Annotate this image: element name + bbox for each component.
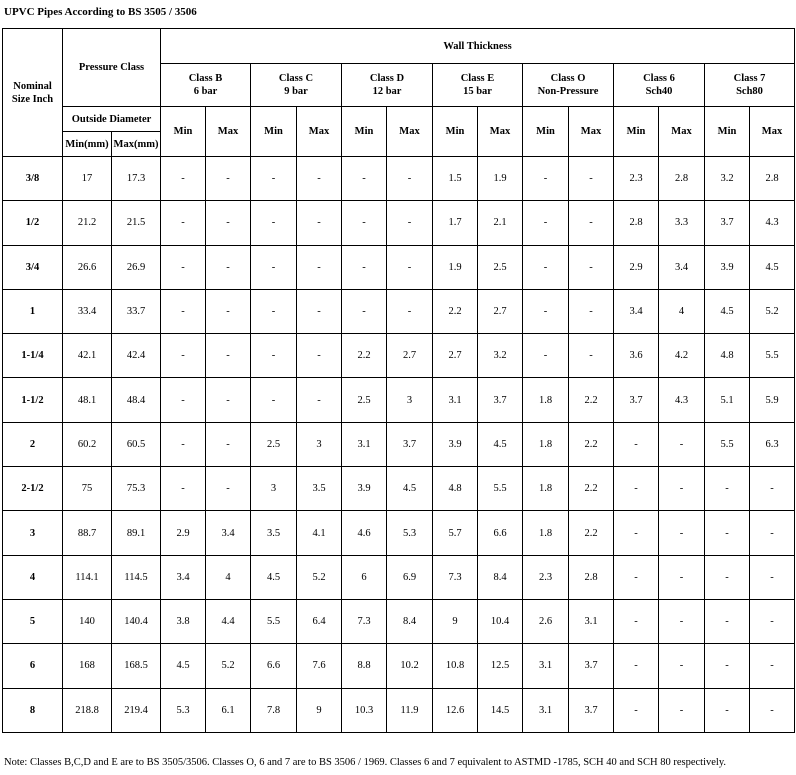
table-cell: 11.9 — [387, 688, 433, 732]
nominal-size-cell: 1 — [3, 289, 63, 333]
table-cell: 2.2 — [569, 511, 614, 555]
table-cell: - — [161, 334, 206, 378]
table-cell: 3.6 — [614, 334, 659, 378]
nominal-size-cell: 4 — [3, 555, 63, 599]
table-cell: 3.1 — [523, 688, 569, 732]
table-cell: 5.5 — [251, 599, 297, 643]
table-cell: 4.5 — [750, 245, 795, 289]
table-cell: - — [523, 201, 569, 245]
min-header: Min — [342, 107, 387, 157]
table-cell: 3.4 — [614, 289, 659, 333]
wall-thickness-header: Wall Thickness — [161, 29, 795, 64]
min-header: Min — [705, 107, 750, 157]
table-cell: 5.5 — [478, 467, 523, 511]
min-header: Min — [251, 107, 297, 157]
table-cell: 3 — [251, 467, 297, 511]
table-cell: 3 — [387, 378, 433, 422]
table-cell: 6.3 — [750, 422, 795, 466]
table-cell: - — [251, 334, 297, 378]
table-cell: 6 — [342, 555, 387, 599]
max-header: Max — [750, 107, 795, 157]
table-cell: 168 — [63, 644, 112, 688]
table-cell: 7.3 — [433, 555, 478, 599]
table-cell: 3.4 — [206, 511, 251, 555]
table-cell: - — [750, 599, 795, 643]
table-cell: 4.6 — [342, 511, 387, 555]
table-cell: 17 — [63, 157, 112, 201]
table-cell: 1.9 — [478, 157, 523, 201]
table-cell: 5.2 — [206, 644, 251, 688]
max-header: Max — [478, 107, 523, 157]
table-cell: 4.1 — [297, 511, 342, 555]
table-cell: 1.7 — [433, 201, 478, 245]
table-cell: 3.1 — [569, 599, 614, 643]
table-cell: 2.7 — [433, 334, 478, 378]
table-cell: 6.6 — [251, 644, 297, 688]
table-cell: 2.9 — [161, 511, 206, 555]
table-cell: 75.3 — [112, 467, 161, 511]
table-cell: 2.2 — [569, 422, 614, 466]
table-cell: - — [206, 245, 251, 289]
table-row — [3, 599, 795, 643]
table-cell: 140.4 — [112, 599, 161, 643]
table-cell: 4.5 — [387, 467, 433, 511]
table-cell: - — [297, 201, 342, 245]
table-cell: - — [161, 378, 206, 422]
table-cell: - — [342, 201, 387, 245]
table-cell: 3.7 — [614, 378, 659, 422]
table-cell: 5.2 — [750, 289, 795, 333]
table-cell: - — [161, 201, 206, 245]
table-cell: 4.5 — [161, 644, 206, 688]
table-cell: 7.8 — [251, 688, 297, 732]
nominal-size-cell: 1-1/4 — [3, 334, 63, 378]
max-header: Max — [569, 107, 614, 157]
class-o-header: Class O Non-Pressure — [523, 64, 614, 107]
table-cell: 219.4 — [112, 688, 161, 732]
table-cell: - — [161, 245, 206, 289]
table-cell: - — [659, 644, 705, 688]
table-cell: 1.8 — [523, 467, 569, 511]
max-header: Max — [387, 107, 433, 157]
table-cell: 9 — [433, 599, 478, 643]
table-cell: 3.5 — [251, 511, 297, 555]
footnote: Note: Classes B,C,D and E are to BS 3505/3506. Classes O, 6 and 7 are to BS 3506 / 1969. Classes 6 and 7 equivalent to ASTMD -1785, SCH 40 and SCH 80 respectively. — [4, 757, 727, 768]
min-header: Min — [161, 107, 206, 157]
table-cell: - — [659, 599, 705, 643]
table-cell: - — [750, 511, 795, 555]
table-cell: 3.9 — [433, 422, 478, 466]
table-cell: 5.5 — [705, 422, 750, 466]
nominal-size-cell: 1/2 — [3, 201, 63, 245]
table-cell: 5.3 — [387, 511, 433, 555]
table-cell: - — [342, 245, 387, 289]
table-cell: 10.8 — [433, 644, 478, 688]
table-cell: 2.8 — [659, 157, 705, 201]
table-cell: 2.3 — [523, 555, 569, 599]
table-cell: - — [523, 245, 569, 289]
table-row — [3, 422, 795, 466]
table-cell: 2.5 — [478, 245, 523, 289]
table-cell: 33.7 — [112, 289, 161, 333]
table-cell: 2.2 — [569, 378, 614, 422]
table-cell: 3.7 — [387, 422, 433, 466]
table-cell: - — [297, 289, 342, 333]
table-cell: 3.4 — [161, 555, 206, 599]
table-cell: - — [251, 245, 297, 289]
table-cell: - — [750, 467, 795, 511]
table-row — [3, 511, 795, 555]
table-cell: 3.8 — [161, 599, 206, 643]
table-cell: - — [750, 555, 795, 599]
table-cell: 48.1 — [63, 378, 112, 422]
table-cell: - — [387, 289, 433, 333]
table-cell: - — [297, 245, 342, 289]
table-cell: 114.5 — [112, 555, 161, 599]
table-cell: 6.4 — [297, 599, 342, 643]
table-cell: - — [705, 467, 750, 511]
nominal-size-cell: 3/8 — [3, 157, 63, 201]
min-header: Min — [433, 107, 478, 157]
table-cell: 1.8 — [523, 422, 569, 466]
table-cell: 3.7 — [478, 378, 523, 422]
table-cell: 4.3 — [750, 201, 795, 245]
table-cell: 10.4 — [478, 599, 523, 643]
table-row — [3, 644, 795, 688]
table-cell: - — [206, 334, 251, 378]
table-cell: 48.4 — [112, 378, 161, 422]
max-header: Max — [659, 107, 705, 157]
table-cell: 2.6 — [523, 599, 569, 643]
table-cell: 89.1 — [112, 511, 161, 555]
table-cell: 3.2 — [478, 334, 523, 378]
table-cell: - — [523, 289, 569, 333]
table-cell: 140 — [63, 599, 112, 643]
table-cell: 2.2 — [433, 289, 478, 333]
table-cell: - — [387, 201, 433, 245]
nominal-size-cell: 8 — [3, 688, 63, 732]
table-cell: 114.1 — [63, 555, 112, 599]
nominal-size-cell: 3/4 — [3, 245, 63, 289]
table-cell: 1.8 — [523, 378, 569, 422]
table-cell: - — [750, 644, 795, 688]
table-cell: 3.9 — [342, 467, 387, 511]
min-header: Min — [523, 107, 569, 157]
table-cell: - — [569, 201, 614, 245]
table-cell: 5.1 — [705, 378, 750, 422]
table-cell: 3.3 — [659, 201, 705, 245]
table-cell: - — [659, 422, 705, 466]
table-cell: 3.1 — [523, 644, 569, 688]
table-cell: 4.8 — [705, 334, 750, 378]
table-cell: - — [387, 157, 433, 201]
table-cell: 2.7 — [478, 289, 523, 333]
table-cell: 5.7 — [433, 511, 478, 555]
document-title: UPVC Pipes According to BS 3505 / 3506 — [4, 6, 197, 18]
nominal-size-cell: 2-1/2 — [3, 467, 63, 511]
table-cell: 9 — [297, 688, 342, 732]
table-cell: 2.7 — [387, 334, 433, 378]
table-cell: - — [659, 467, 705, 511]
table-cell: - — [659, 511, 705, 555]
table-cell: - — [161, 467, 206, 511]
table-cell: 6.9 — [387, 555, 433, 599]
table-cell: - — [161, 422, 206, 466]
table-row — [3, 157, 795, 201]
table-cell: 88.7 — [63, 511, 112, 555]
table-cell: - — [705, 555, 750, 599]
table-cell: - — [342, 157, 387, 201]
table-cell: - — [569, 157, 614, 201]
nominal-size-cell: 2 — [3, 422, 63, 466]
table-cell: - — [614, 467, 659, 511]
table-cell: - — [659, 555, 705, 599]
od-max-header: Max(mm) — [112, 132, 161, 157]
table-cell: - — [705, 688, 750, 732]
min-header: Min — [614, 107, 659, 157]
table-cell: 33.4 — [63, 289, 112, 333]
class-d-header: Class D 12 bar — [342, 64, 433, 107]
table-cell: 7.6 — [297, 644, 342, 688]
table-cell: 5.3 — [161, 688, 206, 732]
table-cell: - — [251, 201, 297, 245]
max-header: Max — [297, 107, 342, 157]
table-cell: 2.9 — [614, 245, 659, 289]
table-row — [3, 555, 795, 599]
table-row — [3, 688, 795, 732]
table-row — [3, 378, 795, 422]
table-cell: 3.2 — [705, 157, 750, 201]
table-row — [3, 334, 795, 378]
max-header: Max — [206, 107, 251, 157]
table-cell: 75 — [63, 467, 112, 511]
table-row — [3, 245, 795, 289]
table-cell: 4.2 — [659, 334, 705, 378]
table-cell: 14.5 — [478, 688, 523, 732]
table-cell: 17.3 — [112, 157, 161, 201]
table-cell: 3.9 — [705, 245, 750, 289]
table-cell: - — [206, 422, 251, 466]
table-cell: 2.3 — [614, 157, 659, 201]
class-c-header: Class C 9 bar — [251, 64, 342, 107]
class-6-header: Class 6 Sch40 — [614, 64, 705, 107]
table-cell: - — [569, 334, 614, 378]
table-cell: - — [251, 289, 297, 333]
table-cell: 21.2 — [63, 201, 112, 245]
table-cell: 60.5 — [112, 422, 161, 466]
table-cell: 2.1 — [478, 201, 523, 245]
table-cell: 6.1 — [206, 688, 251, 732]
table-cell: 5.2 — [297, 555, 342, 599]
table-cell: 5.5 — [750, 334, 795, 378]
table-cell: 3.1 — [342, 422, 387, 466]
table-cell: - — [251, 157, 297, 201]
table-row — [3, 289, 795, 333]
table-cell: 3.5 — [297, 467, 342, 511]
pipe-spec-table — [2, 28, 795, 733]
table-cell: - — [161, 289, 206, 333]
table-cell: 5.9 — [750, 378, 795, 422]
table-cell: - — [614, 422, 659, 466]
table-cell: 4.8 — [433, 467, 478, 511]
table-cell: 10.3 — [342, 688, 387, 732]
nominal-size-header: Nominal Size Inch — [3, 29, 63, 157]
table-cell: 26.6 — [63, 245, 112, 289]
table-cell: 42.1 — [63, 334, 112, 378]
pressure-class-header: Pressure Class — [63, 29, 161, 107]
nominal-size-cell: 1-1/2 — [3, 378, 63, 422]
table-cell: - — [206, 378, 251, 422]
table-cell: - — [705, 599, 750, 643]
class-b-header: Class B 6 bar — [161, 64, 251, 107]
table-cell: - — [342, 289, 387, 333]
class-7-header: Class 7 Sch80 — [705, 64, 795, 107]
table-cell: 2.8 — [569, 555, 614, 599]
table-cell: 3.7 — [569, 688, 614, 732]
table-cell: - — [297, 157, 342, 201]
table-row — [3, 467, 795, 511]
table-cell: 2.2 — [342, 334, 387, 378]
table-cell: 4.4 — [206, 599, 251, 643]
table-cell: 4.3 — [659, 378, 705, 422]
table-cell: 4 — [206, 555, 251, 599]
table-cell: 3.4 — [659, 245, 705, 289]
table-cell: - — [614, 511, 659, 555]
class-e-header: Class E 15 bar — [433, 64, 523, 107]
table-cell: - — [614, 644, 659, 688]
table-cell: 1.9 — [433, 245, 478, 289]
table-cell: - — [614, 555, 659, 599]
outside-diameter-header: Outside Diameter — [63, 107, 161, 132]
table-cell: 2.8 — [750, 157, 795, 201]
table-cell: - — [705, 511, 750, 555]
table-cell: 6.6 — [478, 511, 523, 555]
table-cell: 2.5 — [251, 422, 297, 466]
table-row — [3, 201, 795, 245]
table-cell: - — [297, 378, 342, 422]
table-cell: 2.8 — [614, 201, 659, 245]
table-cell: 21.5 — [112, 201, 161, 245]
table-cell: - — [614, 688, 659, 732]
table-cell: 4 — [659, 289, 705, 333]
table-cell: 1.5 — [433, 157, 478, 201]
table-cell: - — [523, 157, 569, 201]
od-min-header: Min(mm) — [63, 132, 112, 157]
table-cell: - — [569, 289, 614, 333]
table-cell: - — [251, 378, 297, 422]
table-cell: 3 — [297, 422, 342, 466]
table-cell: - — [206, 467, 251, 511]
table-cell: 60.2 — [63, 422, 112, 466]
table-cell: 218.8 — [63, 688, 112, 732]
table-cell: - — [750, 688, 795, 732]
table-cell: 2.5 — [342, 378, 387, 422]
table-cell: 4.5 — [478, 422, 523, 466]
table-cell: - — [206, 201, 251, 245]
table-cell: - — [206, 157, 251, 201]
table-cell: 3.7 — [705, 201, 750, 245]
table-cell: - — [161, 157, 206, 201]
table-cell: 8.4 — [478, 555, 523, 599]
table-cell: - — [297, 334, 342, 378]
nominal-size-cell: 6 — [3, 644, 63, 688]
table-cell: 3.7 — [569, 644, 614, 688]
table-cell: - — [569, 245, 614, 289]
table-cell: 12.5 — [478, 644, 523, 688]
table-cell: - — [523, 334, 569, 378]
table-cell: 10.2 — [387, 644, 433, 688]
table-cell: - — [614, 599, 659, 643]
table-cell: - — [659, 688, 705, 732]
table-cell: 4.5 — [251, 555, 297, 599]
table-cell: 7.3 — [342, 599, 387, 643]
table-cell: 12.6 — [433, 688, 478, 732]
nominal-size-cell: 5 — [3, 599, 63, 643]
table-cell: 42.4 — [112, 334, 161, 378]
table-cell: 8.8 — [342, 644, 387, 688]
table-cell: 8.4 — [387, 599, 433, 643]
table-cell: 3.1 — [433, 378, 478, 422]
table-cell: 26.9 — [112, 245, 161, 289]
table-cell: 168.5 — [112, 644, 161, 688]
nominal-size-cell: 3 — [3, 511, 63, 555]
table-cell: - — [206, 289, 251, 333]
table-cell: 4.5 — [705, 289, 750, 333]
table-cell: 2.2 — [569, 467, 614, 511]
table-cell: - — [705, 644, 750, 688]
table-cell: - — [387, 245, 433, 289]
table-cell: 1.8 — [523, 511, 569, 555]
